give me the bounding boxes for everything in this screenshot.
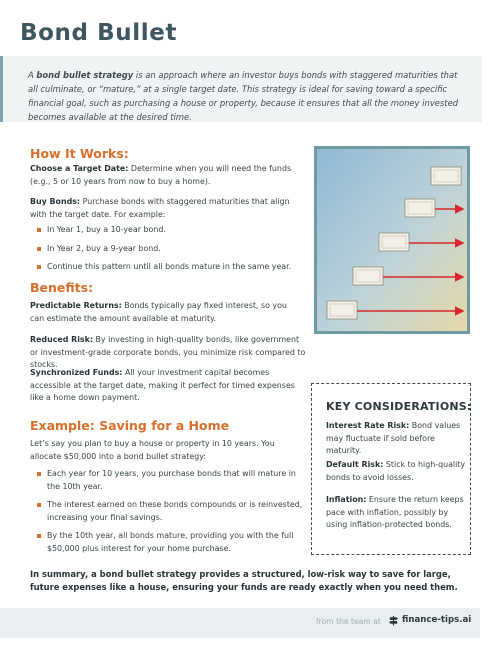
how-it-works-list (35, 224, 303, 280)
intro-text (28, 68, 468, 124)
footer-from-text: from the team at (316, 617, 381, 626)
target-date-paragraph (30, 163, 302, 188)
example-intro: Let’s say you plan to buy a house or property in 10 years. You allocate $50,000 into a bond bullet strategy: (30, 439, 275, 461)
key-considerations-heading: KEY CONSIDERATIONS: (326, 400, 472, 413)
example-list (35, 468, 303, 561)
list-item: The interest earned on these bonds compounds or is reinvested, increasing your final savings. (35, 499, 303, 524)
target-date-text: Determine when you will need the funds (e.g., 5 or 10 years from now to buy a home). (30, 164, 292, 186)
intro-bold: bond bullet strategy (36, 70, 134, 80)
intro-rest: is an approach where an investor buys bonds with staggered maturities that all culminate, or “mature,” at a single target date. This strategy is ideal for saving toward a specific financial goal, such as purchasing a house or property, because it ensures that all the money invested becomes available at the desired time. (28, 70, 459, 122)
consideration-label: Interest Rate Risk: (326, 421, 410, 430)
intro-prefix: A (28, 70, 37, 80)
consideration-text: Ensure the return keeps pace with inflation, possibly by using inflation-protected bonds. (326, 495, 464, 529)
benefit-label: Reduced Risk: (30, 335, 93, 344)
bond-certificate (379, 233, 409, 251)
consideration-text: Stick to high-quality bonds to avoid losses. (326, 460, 466, 482)
bond-certificate (327, 301, 357, 319)
consideration-text: Bond values may fluctuate if sold before maturity. (326, 421, 461, 455)
bond-certificate (353, 267, 383, 285)
bond-ladder-illustration (314, 146, 470, 334)
list-item: Continue this pattern until all bonds mature in the same year. (35, 261, 303, 274)
buy-bonds-text: Purchase bonds with staggered maturities that align with the target date. For example: (30, 197, 290, 219)
example-heading: Example: Saving for a Home (30, 418, 230, 433)
bond-certificate (431, 167, 461, 185)
benefit-text: Bonds typically pay fixed interest, so you can estimate the amount available at maturity. (30, 301, 287, 323)
benefit-text: By investing in high-quality bonds, like government or investment-grade corporate bonds, you minimize risk compared to stocks. (30, 335, 306, 369)
bond-certificate (405, 199, 435, 217)
benefit-text: All your investment capital becomes accessible at the target date, making it perfect for timed expenses like a home down payment. (30, 368, 295, 402)
target-date-label: Choose a Target Date: (30, 164, 129, 173)
signpost-icon (388, 615, 399, 626)
benefit-label: Predictable Returns: (30, 301, 122, 310)
footer-brand-link[interactable]: finance-tips.ai (402, 615, 472, 625)
benefit-label: Synchronized Funds: (30, 368, 123, 377)
list-item: In Year 1, buy a 10-year bond. (35, 224, 303, 237)
buy-bonds-paragraph (30, 196, 302, 221)
benefit-synchronized (30, 367, 302, 405)
buy-bonds-label: Buy Bonds: (30, 197, 81, 206)
consideration-label: Default Risk: (326, 460, 384, 469)
consideration-inflation (326, 494, 468, 532)
how-it-works-heading: How It Works: (30, 146, 129, 161)
bond-ladder-image (317, 149, 467, 331)
page-title: Bond Bullet (20, 20, 178, 46)
list-item: In Year 2, buy a 9-year bond. (35, 243, 303, 256)
benefit-predictable (30, 300, 302, 325)
list-item: Each year for 10 years, you purchase bonds that will mature in the 10th year. (35, 468, 303, 493)
benefits-heading: Benefits: (30, 280, 94, 295)
consideration-label: Inflation: (326, 495, 367, 504)
consideration-default-risk (326, 459, 468, 484)
summary-text: In summary, a bond bullet strategy provides a structured, low-risk way to save for large, future expenses like a house, ensuring your funds are ready exactly when you need them. (30, 569, 458, 592)
list-item: By the 10th year, all bonds mature, providing you with the full $50,000 plus interest for your home purchase. (35, 530, 303, 555)
consideration-interest-rate (326, 420, 468, 458)
benefit-reduced-risk (30, 334, 306, 372)
